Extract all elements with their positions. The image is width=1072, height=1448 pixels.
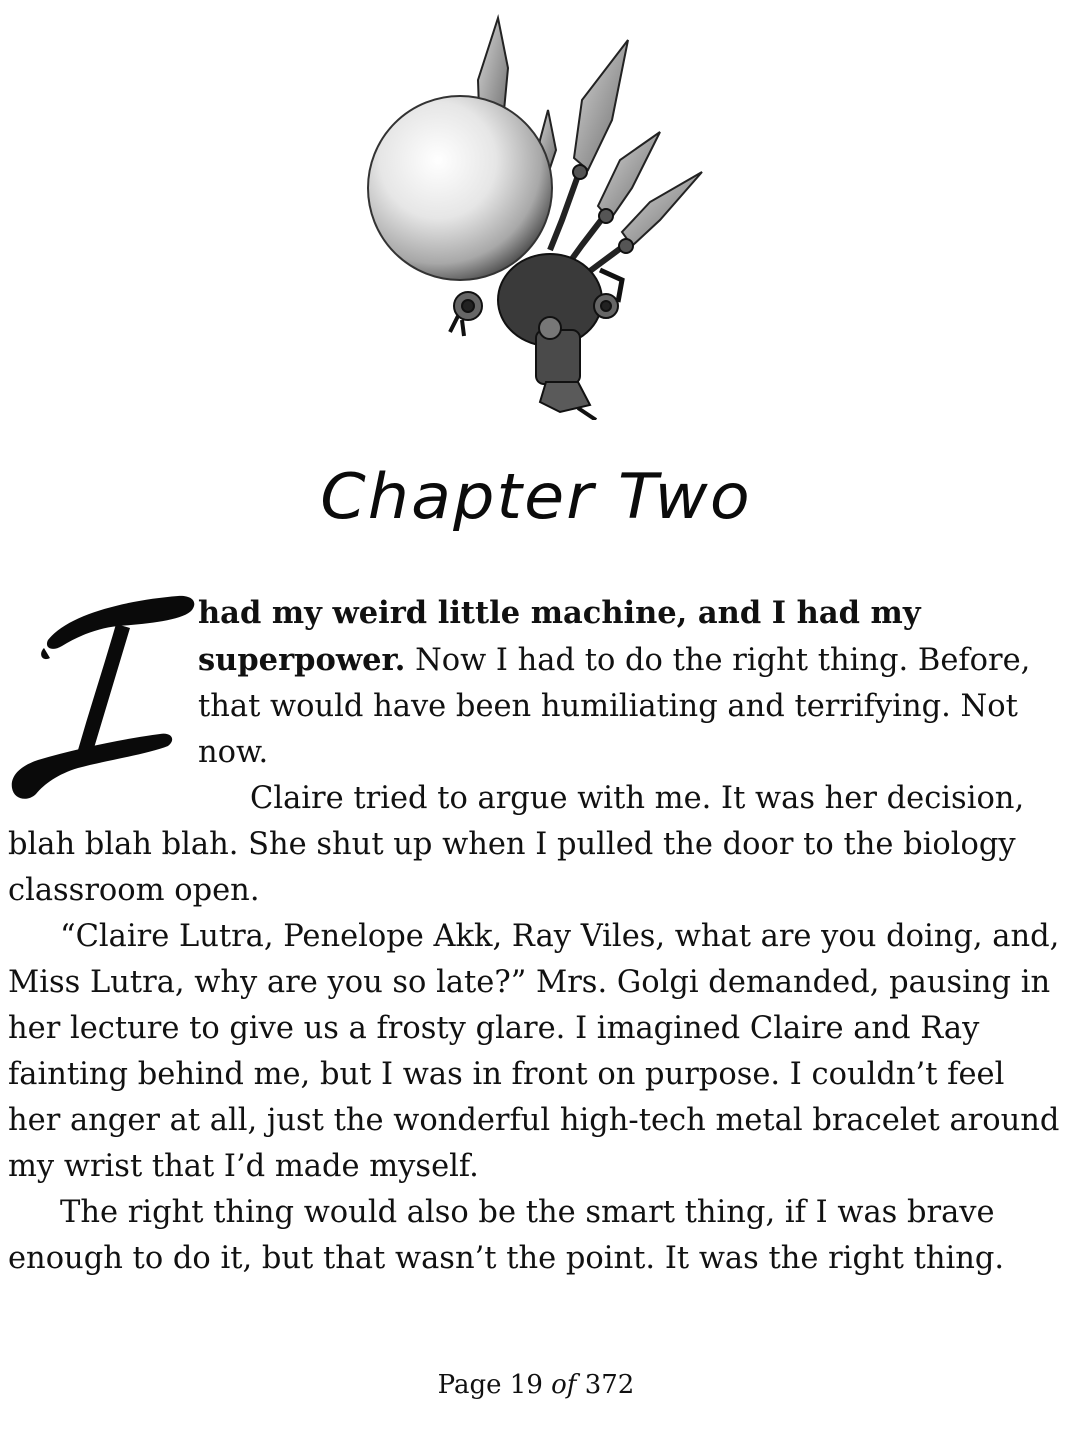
body-text bbox=[8, 776, 1066, 1282]
sphere-icon bbox=[368, 96, 552, 280]
chapter-title: Chapter Two bbox=[320, 459, 752, 533]
chapter-illustration bbox=[350, 10, 720, 420]
lead-text: had my weird little machine, and I had my superpower. bbox=[198, 595, 921, 678]
page-number bbox=[0, 1370, 1072, 1400]
page-label: Page 19 bbox=[437, 1370, 543, 1400]
first-paragraph-rest: Now I had to do the right thing. Before, that would have been humiliating and terrifying. Not now. bbox=[198, 643, 1031, 770]
of-label: of bbox=[551, 1370, 577, 1400]
first-paragraph bbox=[198, 590, 1058, 776]
drop-cap-letter bbox=[8, 588, 203, 803]
total-pages: 372 bbox=[584, 1370, 635, 1400]
paragraph: Claire tried to argue with me. It was her decision, blah blah blah. She shut up when I pulled the door to the biology classroom open. bbox=[8, 781, 1025, 908]
paragraph: The right thing would also be the smart thing, if I was brave enough to do it, but that wasn’t the point. It was the right thing. bbox=[8, 1195, 1005, 1276]
paragraph: “Claire Lutra, Penelope Akk, Ray Viles, what are you doing, and, Miss Lutra, why are you so late?” Mrs. Golgi demanded, pausing in her lecture to give us a frosty glare. I imagined Claire and Ray fainting behind me, but I was in front on purpose. I couldn’t feel her anger at all, just the wonderful high-tech metal bracelet around my wrist that I’d made myself. bbox=[8, 919, 1060, 1184]
